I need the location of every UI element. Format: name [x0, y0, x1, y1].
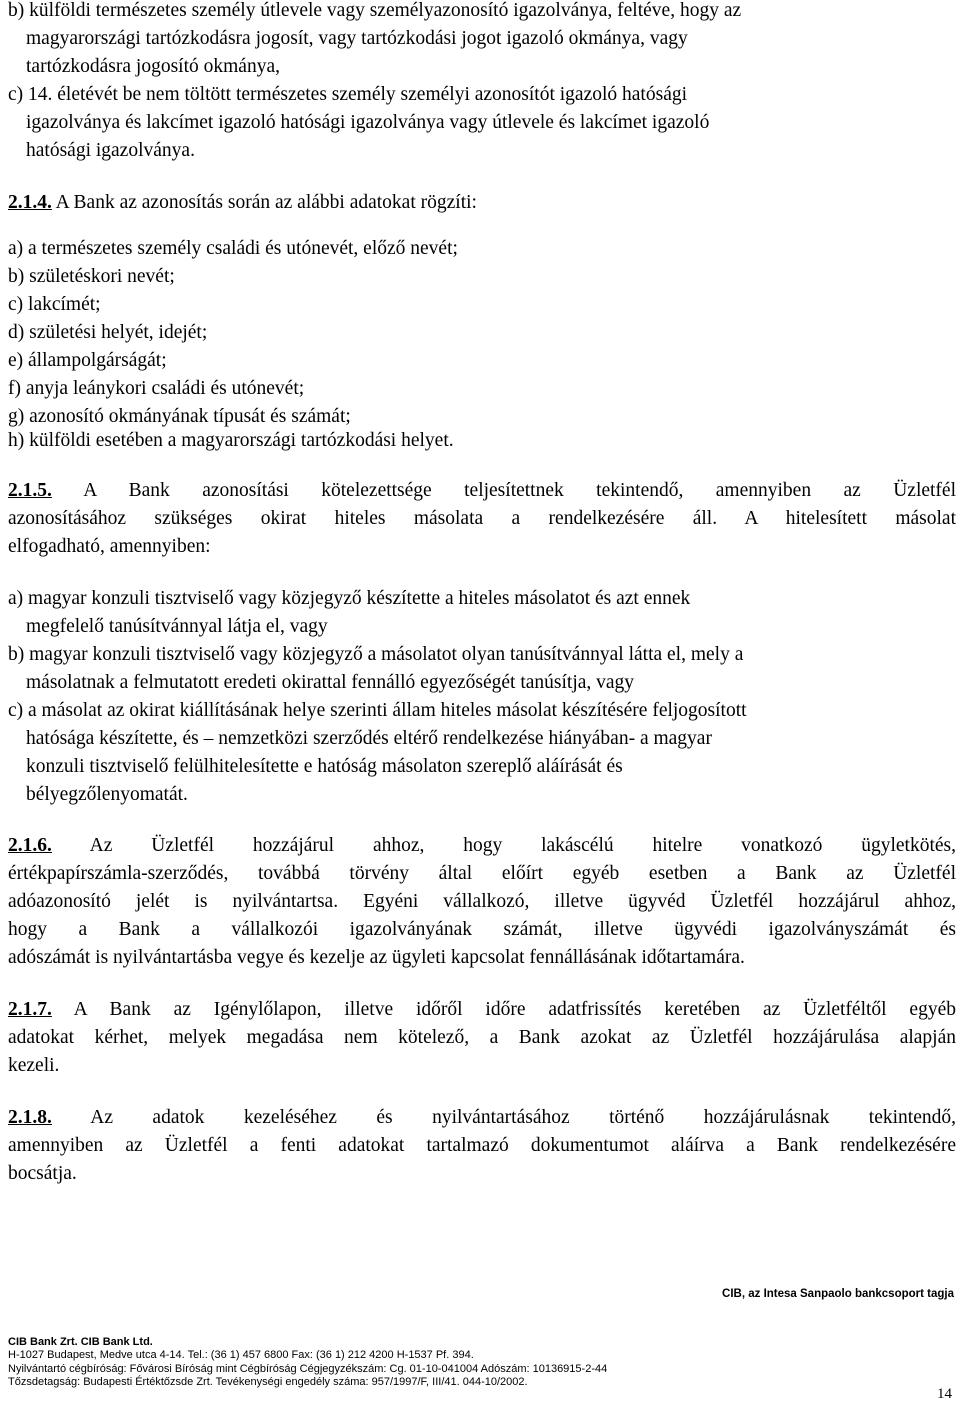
- section-2-1-8-line3: bocsátja.: [8, 1163, 77, 1184]
- list-item-b-line1: b) magyar konzuli tisztviselő vagy közjegyző a másolatot olyan tanúsítvánnyal látta el, mely a: [8, 644, 744, 665]
- footer-group-tagline: CIB, az Intesa Sanpaolo bankcsoport tagja: [722, 1288, 954, 1300]
- section-text: A Bank az azonosítás során az alábbi adatokat rögzíti:: [51, 192, 477, 213]
- section-2-1-4-heading: [8, 189, 477, 217]
- footer-address: H-1027 Budapest, Medve utca 4-14. Tel.: (36 1) 457 6800 Fax: (36 1) 212 4200 H-1537 Pf. 394.: [8, 1349, 474, 1361]
- section-2-1-7-line2: adatokat kérhet, melyek megadása nem kötelező, a Bank azokat az Üzletfél hozzájárulása alapján: [8, 1027, 956, 1048]
- section-number: 2.1.8.: [8, 1107, 52, 1128]
- section-number: 2.1.5.: [8, 480, 52, 501]
- section-number: 2.1.4.: [8, 192, 52, 213]
- list-item: c) lakcímét;: [8, 294, 101, 315]
- section-2-1-8-line1: [8, 1104, 956, 1132]
- footer-registry: Nyilvántartó cégbíróság: Fővárosi Bíróság mint Cégbíróság Cégjegyzékszám: Cg. 01-10-041004 Adószám: 10136915-2-44: [8, 1363, 608, 1375]
- footer-company: CIB Bank Zrt. CIB Bank Ltd.: [8, 1336, 153, 1348]
- section-2-1-7-line3: kezeli.: [8, 1055, 60, 1076]
- section-2-1-8-line2: amennyiben az Üzletfél a fenti adatokat tartalmazó dokumentumot aláírva a Bank rendelkezésére: [8, 1135, 956, 1156]
- section-text: A Bank az Igénylőlapon, illetve időről időre adatfrissítés keretében az Üzletféltől egyéb: [51, 999, 956, 1020]
- list-item-c-line1: c) a másolat az okirat kiállításának helye szerinti állam hiteles másolat készítésére feljogosított: [8, 700, 747, 721]
- list-item: f) anyja leánykori családi és utónevét;: [8, 378, 305, 399]
- intro-c-line3: hatósági igazolványa.: [26, 140, 195, 161]
- list-item-c-line3: konzuli tisztviselő felülhitelesítette e hatóság másolaton szereplő aláírását és: [26, 756, 623, 777]
- section-text: Az Üzletfél hozzájárul ahhoz, hogy lakáscélú hitelre vonatkozó ügyletkötés,: [51, 835, 956, 856]
- section-number: 2.1.6.: [8, 835, 52, 856]
- section-text: Az adatok kezeléséhez és nyilvántartásához történő hozzájárulásnak tekintendő,: [51, 1107, 956, 1128]
- intro-b-line2: magyarországi tartózkodásra jogosít, vagy tartózkodási jogot igazoló okmánya, vagy: [26, 28, 688, 49]
- list-item: b) születéskori nevét;: [8, 266, 175, 287]
- section-text: A Bank azonosítási kötelezettsége teljesítettnek tekintendő, amennyiben az Üzletfél: [51, 480, 956, 501]
- page-number: 14: [937, 1386, 952, 1402]
- list-item: h) külföldi esetében a magyarországi tartózkodási helyet.: [8, 430, 454, 451]
- list-item: a) a természetes személy családi és utónevét, előző nevét;: [8, 238, 458, 259]
- list-item: g) azonosító okmányának típusát és számát;: [8, 406, 351, 427]
- list-item-c-line2: hatósága készítette, és – nemzetközi szerződés eltérő rendelkezése hiányában- a magyar: [26, 728, 712, 749]
- section-2-1-6-line3: adóazonosító jelét is nyilvántartsa. Egyéni vállalkozó, illetve ügyvéd Üzletfél hozzájárul ahhoz,: [8, 891, 956, 912]
- section-2-1-6-line5: adószámát is nyilvántartásba vegye és kezelje az ügyleti kapcsolat fennállásának időtartamára.: [8, 947, 745, 968]
- section-2-1-5-line1: [8, 477, 956, 505]
- intro-c-line2: igazolványa és lakcímet igazoló hatósági igazolványa vagy útlevele és lakcímet igazoló: [26, 112, 710, 133]
- list-item: e) állampolgárságát;: [8, 350, 167, 371]
- section-number: 2.1.7.: [8, 999, 52, 1020]
- list-item-a-line1: a) magyar konzuli tisztviselő vagy közjegyző készítette a hiteles másolatot és azt ennek: [8, 588, 691, 609]
- footer-exchange: Tőzsdetagság: Budapesti Értéktőzsde Zrt. Tevékenységi engedély száma: 957/1997/F, III/41. 044-10/2002.: [8, 1376, 528, 1388]
- section-2-1-5-line2: azonosításához szükséges okirat hiteles másolata a rendelkezésére áll. A hitelesített másolat: [8, 508, 956, 529]
- intro-b-line1: b) külföldi természetes személy útlevele vagy személyazonosító igazolványa, feltéve, hogy az: [8, 0, 742, 21]
- section-2-1-6-line1: [8, 832, 956, 860]
- section-2-1-6-line2: értékpapírszámla-szerződés, továbbá törvény által előírt egyéb esetben a Bank az Üzletfél: [8, 863, 956, 884]
- list-item-b-line2: másolatnak a felmutatott eredeti okirattal fennálló egyezőségét tanúsítja, vagy: [26, 672, 635, 693]
- list-item: d) születési helyét, idejét;: [8, 322, 208, 343]
- section-2-1-6-line4: hogy a Bank a vállalkozói igazolványának számát, illetve ügyvédi igazolványszámát és: [8, 919, 956, 940]
- intro-b-line3: tartózkodásra jogosító okmánya,: [26, 56, 280, 77]
- list-item-a-line2: megfelelő tanúsítvánnyal látja el, vagy: [26, 616, 328, 637]
- section-2-1-7-line1: [8, 996, 956, 1024]
- list-item-c-line4: bélyegzőlenyomatát.: [26, 784, 188, 805]
- section-2-1-5-line3: elfogadható, amennyiben:: [8, 536, 211, 557]
- intro-c-line1: c) 14. életévét be nem töltött természetes személy személyi azonosítót igazoló hatósági: [8, 84, 688, 105]
